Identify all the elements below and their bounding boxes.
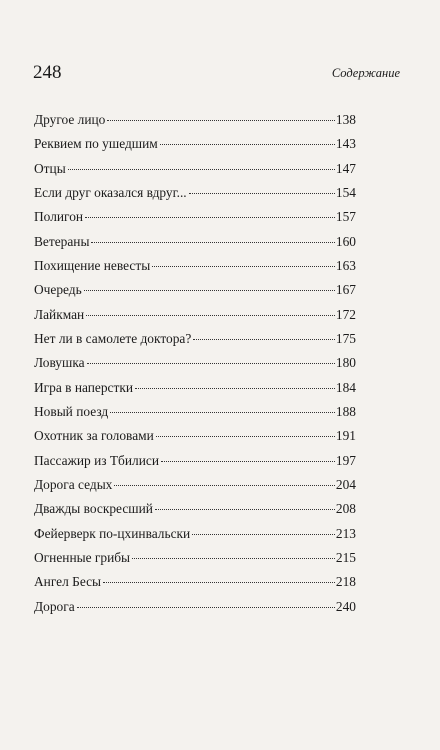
toc-entry-page: 138 xyxy=(335,112,356,127)
toc-entry xyxy=(34,303,356,327)
toc-entry-title: Новый поезд xyxy=(34,403,109,419)
page-number: 248 xyxy=(33,62,62,83)
toc-entry xyxy=(34,424,356,448)
toc-entry-title: Ангел Бесы xyxy=(34,574,102,590)
dot-leader xyxy=(161,461,335,462)
dot-leader xyxy=(91,242,334,243)
toc-entry-page: 160 xyxy=(335,233,356,249)
toc-entry-title: Если друг оказался вдруг... xyxy=(34,184,187,200)
dot-leader xyxy=(152,266,335,267)
toc-entry-page: 180 xyxy=(335,355,356,371)
dot-leader xyxy=(189,193,335,194)
toc-entry-page: 197 xyxy=(335,452,356,468)
toc-entry-page: 208 xyxy=(335,501,356,517)
toc-entry-title: Фейерверк по-цхинвальски xyxy=(34,525,191,541)
toc-entry xyxy=(34,108,356,132)
toc-entry-page: 167 xyxy=(335,282,356,298)
toc-entry-title: Ветераны xyxy=(34,233,90,249)
toc-entry-title: Реквием по ушедшим xyxy=(34,136,158,152)
dot-leader xyxy=(87,363,335,364)
toc-entry-page: 184 xyxy=(335,379,356,395)
dot-leader xyxy=(156,436,335,437)
toc-entry-title: Нет ли в самолете доктора? xyxy=(34,330,192,346)
dot-leader xyxy=(135,388,335,389)
toc-entry-page: 213 xyxy=(335,525,356,541)
toc-entry xyxy=(34,351,356,375)
dot-leader xyxy=(193,339,335,340)
dot-leader xyxy=(132,558,335,559)
toc-entry xyxy=(34,400,356,424)
dot-leader xyxy=(114,485,335,486)
toc-entry xyxy=(34,376,356,400)
toc-entry xyxy=(34,327,356,351)
dot-leader xyxy=(160,144,335,145)
toc-entry-page: 157 xyxy=(335,209,356,225)
toc-entry-page: 147 xyxy=(335,160,356,176)
toc-entry xyxy=(34,497,356,521)
toc-entry-title: Дорога седых xyxy=(34,476,113,492)
toc-entry xyxy=(34,546,356,570)
toc-entry xyxy=(34,181,356,205)
toc-entry-title: Лайкман xyxy=(34,306,85,322)
dot-leader xyxy=(192,534,335,535)
toc-entry xyxy=(34,473,356,497)
toc-entry-title: Ловушка xyxy=(34,355,85,371)
dot-leader xyxy=(68,169,335,170)
toc-entry-title: Похищение невесты xyxy=(34,257,151,273)
toc-entry-page: 175 xyxy=(335,330,356,346)
toc-entry xyxy=(34,595,356,619)
dot-leader xyxy=(110,412,335,413)
dot-leader xyxy=(85,217,335,218)
toc-entry-title: Другое лицо xyxy=(34,112,106,127)
toc-entry xyxy=(34,570,356,594)
toc-entry xyxy=(34,278,356,302)
dot-leader xyxy=(155,509,335,510)
dot-leader xyxy=(86,315,335,316)
toc-entry xyxy=(34,157,356,181)
toc-entry-page: 204 xyxy=(335,476,356,492)
dot-leader xyxy=(84,290,335,291)
toc-entry xyxy=(34,449,356,473)
toc-entry xyxy=(34,254,356,278)
toc-entry-title: Охотник за головами xyxy=(34,428,154,444)
toc-entry xyxy=(34,205,356,229)
toc-entry-title: Полигон xyxy=(34,209,84,225)
toc-entry-title: Огненные грибы xyxy=(34,549,131,565)
dot-leader xyxy=(107,120,335,121)
toc-entry-page: 240 xyxy=(335,598,356,614)
toc-entry-title: Очередь xyxy=(34,282,82,298)
toc-entry-page: 188 xyxy=(335,403,356,419)
toc-entry-page: 143 xyxy=(335,136,356,152)
toc-entry-page: 218 xyxy=(335,574,356,590)
table-of-contents xyxy=(34,108,356,619)
toc-entry-page: 154 xyxy=(335,184,356,200)
toc-entry xyxy=(34,230,356,254)
toc-entry-page: 215 xyxy=(335,549,356,565)
running-head: Содержание xyxy=(331,66,400,80)
toc-entry-title: Отцы xyxy=(34,160,66,176)
toc-entry-title: Дорога xyxy=(34,598,75,614)
dot-leader xyxy=(77,607,335,608)
toc-entry xyxy=(34,522,356,546)
toc-entry-title: Пассажир из Тбилиси xyxy=(34,452,159,468)
toc-entry-page: 163 xyxy=(335,257,356,273)
toc-entry-title: Дважды воскресший xyxy=(34,501,153,517)
toc-entry-page: 191 xyxy=(335,428,356,444)
dot-leader xyxy=(103,582,335,583)
toc-entry xyxy=(34,132,356,156)
toc-entry-page: 172 xyxy=(335,306,356,322)
toc-entry-title: Игра в наперстки xyxy=(34,379,134,395)
